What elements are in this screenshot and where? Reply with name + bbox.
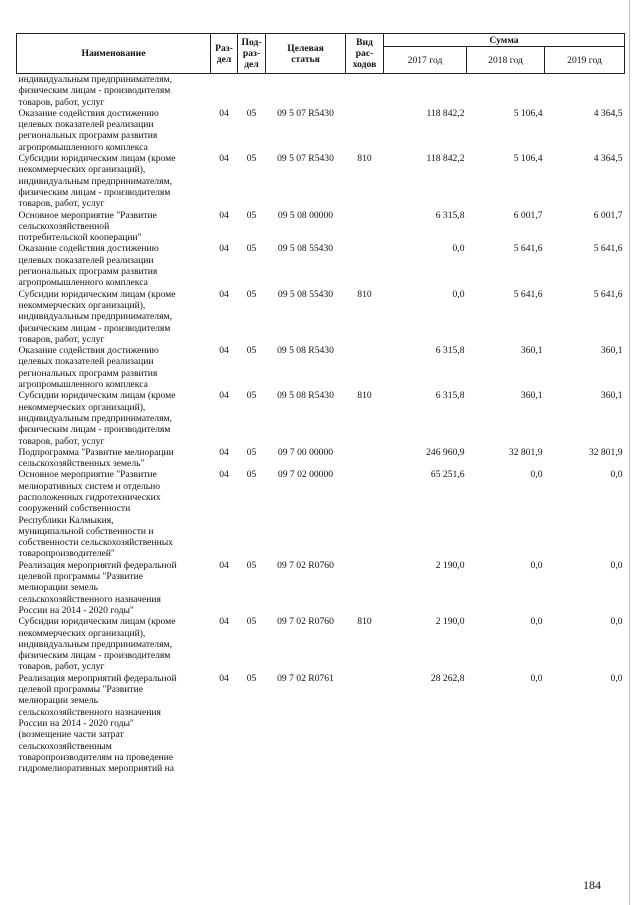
table-row <box>17 560 625 616</box>
cell-podrazdel: 05 <box>246 153 257 165</box>
cell-name: Оказание содействия достижению целевых показателей реализации региональных программ развития агропромышленного комплекса <box>18 243 159 289</box>
cell-vid <box>346 108 384 153</box>
cell-y2018: 5 641,6 <box>513 243 543 255</box>
cell-y2019: 5 641,6 <box>593 288 623 300</box>
cell-razdel: 04 <box>219 446 229 458</box>
cell-y2017: 0,0 <box>452 243 465 255</box>
cell-y2018: 5 106,4 <box>513 107 543 119</box>
cell-y2019: 32 801,9 <box>588 446 623 458</box>
cell-name: Субсидии юридическим лицам (кроме некоммерческих организаций), индивидуальным предпринимателям, физическим лицам - производителям товаров, работ, услуг <box>18 288 176 345</box>
budget-table <box>16 33 625 774</box>
header-target-text: Целевая статья <box>287 42 324 65</box>
header-vid <box>346 34 384 74</box>
cell-vid <box>346 560 384 616</box>
cell-y2018: 32 801,9 <box>508 446 543 458</box>
cell-y2017: 118 842,2 <box>426 107 465 119</box>
cell-y2019: 0,0 <box>610 559 623 571</box>
cell-vid <box>346 673 384 775</box>
cell-name: Основное мероприятие "Развитие сельскохозяйственной потребительской кооперации" <box>18 209 157 244</box>
table-row <box>17 243 625 288</box>
cell-y2018: 0,0 <box>530 469 543 481</box>
table-row <box>17 108 625 153</box>
cell-target: 09 5 08 55430 <box>277 243 334 255</box>
cell-target <box>266 74 346 108</box>
cell-podrazdel: 05 <box>246 288 257 300</box>
cell-target: 09 5 08 00000 <box>277 209 334 221</box>
cell-vid <box>346 469 384 559</box>
cell-vid <box>346 210 384 244</box>
cell-name: Субсидии юридическим лицам (кроме некоммерческих организаций), индивидуальным предпринимателям, физическим лицам - производителям товаров, работ, услуг <box>18 390 176 447</box>
header-podrazdel-text: Под- раз- дел <box>241 37 262 70</box>
header-2017: 2017 год <box>384 47 467 74</box>
cell-y2019: 360,1 <box>600 390 623 402</box>
cell-podrazdel: 05 <box>246 107 257 119</box>
cell-y2018: 5 641,6 <box>513 288 543 300</box>
cell-y2019: 6 001,7 <box>593 209 623 221</box>
cell-razdel: 04 <box>219 672 229 684</box>
cell-y2018: 6 001,7 <box>513 209 543 221</box>
cell-vid: 810 <box>357 288 372 300</box>
cell-y2019: 0,0 <box>610 616 623 628</box>
header-2019: 2019 год <box>545 47 625 74</box>
cell-name: индивидуальным предпринимателям, физическим лицам - производителям товаров, работ, услуг <box>18 74 172 108</box>
cell-razdel: 04 <box>219 243 229 255</box>
table-row <box>17 616 625 672</box>
cell-podrazdel: 05 <box>246 446 257 458</box>
cell-y2018: 0,0 <box>530 672 543 684</box>
cell-target: 09 5 08 55430 <box>277 288 334 300</box>
cell-name: Оказание содействия достижению целевых показателей реализации региональных программ развития агропромышленного комплекса <box>18 345 159 391</box>
cell-podrazdel: 05 <box>246 559 257 571</box>
cell-y2017: 28 262,8 <box>430 672 465 684</box>
cell-razdel: 04 <box>219 559 229 571</box>
cell-razdel: 04 <box>219 153 229 165</box>
cell-vid <box>346 74 384 108</box>
cell-y2017: 2 190,0 <box>435 559 465 571</box>
cell-y2019: 4 364,5 <box>593 107 623 119</box>
header-podrazdel <box>238 34 266 74</box>
table-body <box>17 74 625 775</box>
cell-vid <box>346 345 384 390</box>
header-2018: 2018 год <box>467 47 545 74</box>
cell-vid: 810 <box>357 390 372 402</box>
cell-podrazdel <box>238 74 266 108</box>
cell-podrazdel: 05 <box>246 243 257 255</box>
cell-y2017: 2 190,0 <box>435 616 465 628</box>
table-row <box>17 390 625 446</box>
cell-name: Субсидии юридическим лицам (кроме некоммерческих организаций), индивидуальным предпринимателям, физическим лицам - производителям товаров, работ, услуг <box>18 616 176 673</box>
cell-name: Реализация мероприятий федеральной целевой программы "Развитие мелиорации земель сельскохозяйственного назначения России на 2014 - 2020 годы" (возмещение части затрат сельскохозяйственным товаропроизводителям на проведение гидромелиоративных мероприятий на <box>18 672 177 775</box>
table-row <box>17 447 625 470</box>
cell-y2017: 0,0 <box>452 288 465 300</box>
cell-name: Субсидии юридическим лицам (кроме некоммерческих организаций), индивидуальным предпринимателям, физическим лицам - производителям товаров, работ, услуг <box>18 153 176 210</box>
cell-podrazdel: 05 <box>246 345 257 357</box>
cell-y2019: 360,1 <box>600 345 623 357</box>
cell-razdel: 04 <box>219 345 229 357</box>
table-row <box>17 153 625 209</box>
cell-y2019 <box>545 74 625 108</box>
cell-y2017 <box>384 74 467 108</box>
table-header <box>17 34 625 74</box>
cell-name: Оказание содействия достижению целевых показателей реализации региональных программ развития агропромышленного комплекса <box>18 107 159 153</box>
cell-podrazdel: 05 <box>246 209 257 221</box>
cell-target: 09 7 02 R0761 <box>277 672 334 684</box>
table-row <box>17 673 625 775</box>
page-number: 184 <box>583 878 601 892</box>
page-edge-line <box>629 0 630 905</box>
cell-target: 09 7 00 00000 <box>277 446 334 458</box>
header-razdel <box>211 34 238 74</box>
cell-vid: 810 <box>357 153 372 165</box>
cell-y2019: 0,0 <box>610 672 623 684</box>
cell-target: 09 5 07 R5430 <box>277 153 334 165</box>
cell-y2018: 0,0 <box>530 616 543 628</box>
cell-podrazdel: 05 <box>246 390 257 402</box>
cell-y2018 <box>467 74 545 108</box>
cell-razdel: 04 <box>219 107 229 119</box>
table-row <box>17 289 625 345</box>
cell-y2017: 246 960,9 <box>426 446 465 458</box>
cell-name: Подпрограмма "Развитие мелиорации сельскохозяйственных земель" <box>18 446 174 470</box>
cell-podrazdel: 05 <box>246 672 257 684</box>
cell-razdel <box>211 74 238 108</box>
table-row <box>17 74 625 108</box>
cell-y2018: 360,1 <box>520 390 543 402</box>
cell-razdel: 04 <box>219 616 229 628</box>
cell-y2018: 360,1 <box>520 345 543 357</box>
cell-vid: 810 <box>357 616 372 628</box>
cell-vid <box>346 447 384 470</box>
table-row <box>17 345 625 390</box>
cell-razdel: 04 <box>219 288 229 300</box>
cell-y2019: 4 364,5 <box>593 153 623 165</box>
cell-podrazdel: 05 <box>246 616 257 628</box>
cell-podrazdel: 05 <box>246 469 257 481</box>
cell-y2017: 6 315,8 <box>435 345 465 357</box>
cell-target: 09 5 08 R5430 <box>277 345 334 357</box>
header-sum: Сумма <box>384 34 625 47</box>
header-razdel-text: Раз- дел <box>215 42 233 65</box>
cell-y2017: 6 315,8 <box>435 209 465 221</box>
cell-name: Реализация мероприятий федеральной целевой программы "Развитие мелиорации земель сельскохозяйственного назначения России на 2014 - 2020 годы" <box>18 559 177 616</box>
cell-y2017: 118 842,2 <box>426 153 465 165</box>
cell-y2018: 5 106,4 <box>513 153 543 165</box>
cell-razdel: 04 <box>219 390 229 402</box>
cell-y2019: 5 641,6 <box>593 243 623 255</box>
header-vid-text: Вид рас- ходов <box>352 37 377 70</box>
cell-name: Основное мероприятие "Развитие мелиоративных систем и отдельно расположенных гидротехнических сооружений собственности Республики Калмыкия, муниципальной собственности и собственности сельскохозяйственных товаропроизводителей" <box>18 469 173 560</box>
cell-razdel: 04 <box>219 469 229 481</box>
header-target <box>266 34 346 74</box>
cell-target: 09 7 02 00000 <box>277 469 334 481</box>
cell-razdel: 04 <box>219 209 229 221</box>
header-name: Наименование <box>17 34 211 74</box>
cell-target: 09 5 08 R5430 <box>277 390 334 402</box>
cell-y2019: 0,0 <box>610 469 623 481</box>
cell-vid <box>346 243 384 288</box>
table-row <box>17 469 625 559</box>
cell-target: 09 7 02 R0760 <box>277 559 334 571</box>
cell-target: 09 5 07 R5430 <box>277 107 334 119</box>
table-row <box>17 210 625 244</box>
cell-target: 09 7 02 R0760 <box>277 616 334 628</box>
cell-y2018: 0,0 <box>530 559 543 571</box>
cell-y2017: 6 315,8 <box>435 390 465 402</box>
cell-y2017: 65 251,6 <box>430 469 465 481</box>
